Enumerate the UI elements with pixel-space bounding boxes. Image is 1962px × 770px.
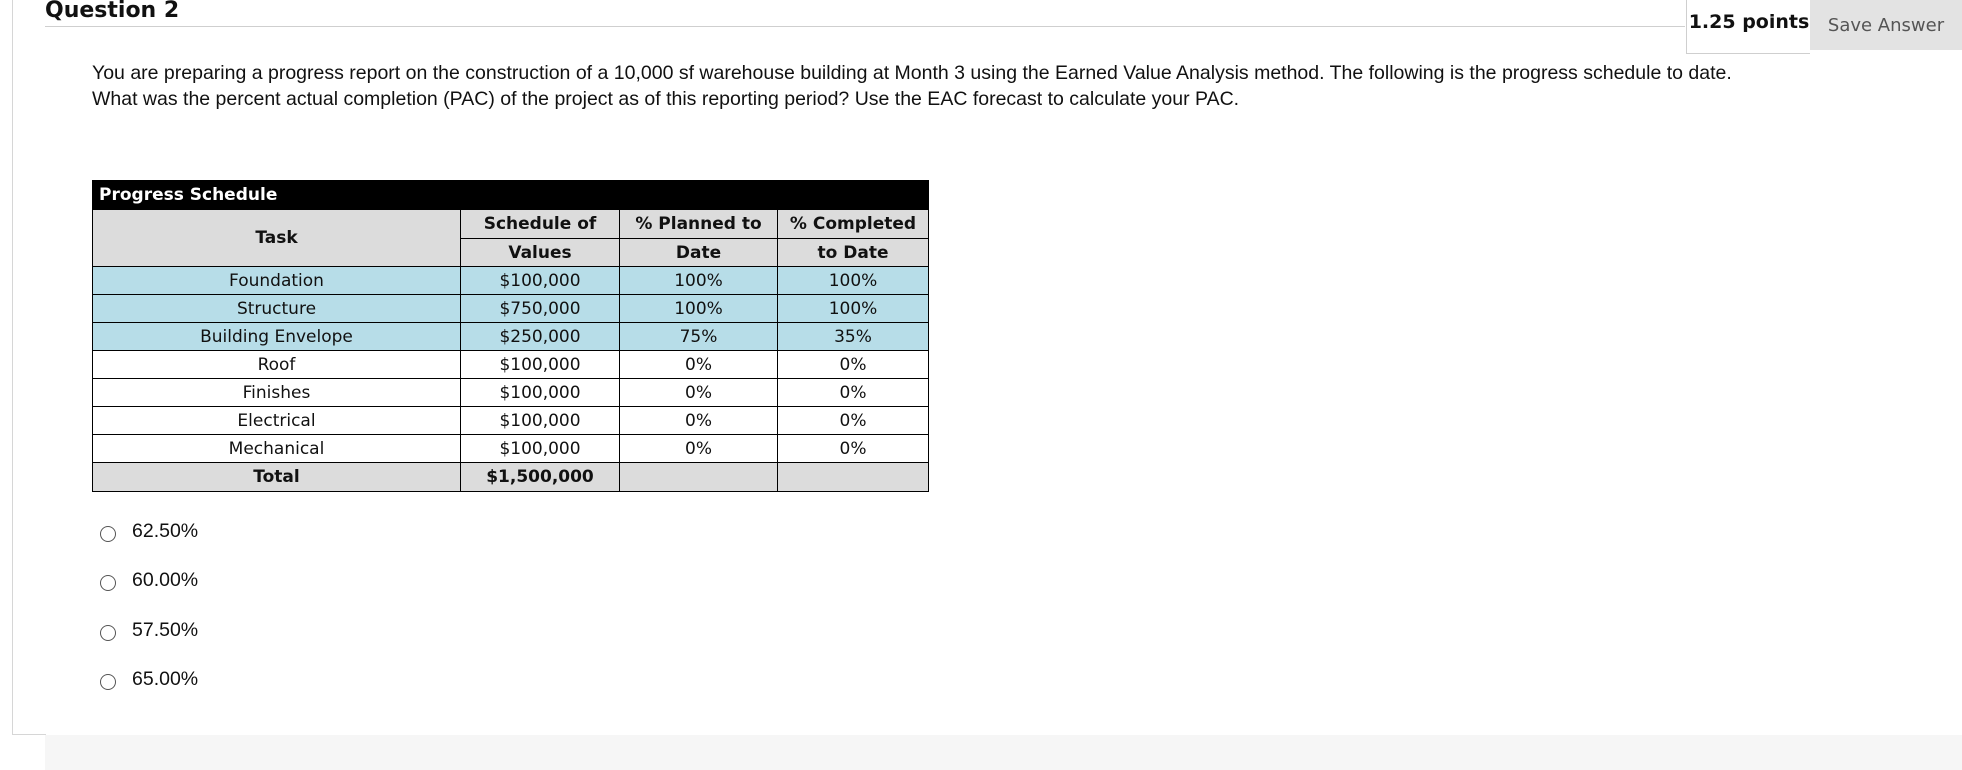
- cell-planned: 0%: [620, 435, 778, 463]
- answer-option-label[interactable]: 57.50%: [132, 619, 199, 641]
- cell-completed: 0%: [778, 435, 929, 463]
- cell-planned: 0%: [620, 407, 778, 435]
- cell-sov: $250,000: [461, 323, 620, 351]
- question-text-line-2: What was the percent actual completion (PAC) of the project as of this reporting period? Use the EAC forecast to calculate your PAC.: [92, 88, 1240, 110]
- header-completed-line1: % Completed: [778, 210, 929, 239]
- cell-task: Electrical: [93, 407, 461, 435]
- cell-completed: 0%: [778, 379, 929, 407]
- table-row: [93, 435, 929, 463]
- cell-completed: 100%: [778, 267, 929, 295]
- cell-sov: $100,000: [461, 435, 620, 463]
- radio-button[interactable]: [100, 575, 116, 591]
- cell-task: Structure: [93, 295, 461, 323]
- table-row: [93, 379, 929, 407]
- radio-button[interactable]: [100, 526, 116, 542]
- cell-completed: 0%: [778, 407, 929, 435]
- table-row: [93, 351, 929, 379]
- table-title-row: [93, 181, 929, 210]
- cell-task: Roof: [93, 351, 461, 379]
- table-row: [93, 295, 929, 323]
- radio-button[interactable]: [100, 625, 116, 641]
- answer-option-2[interactable]: [100, 569, 198, 592]
- header-completed-line2: to Date: [778, 239, 929, 267]
- header-planned-line2: Date: [620, 239, 778, 267]
- cell-sov: $750,000: [461, 295, 620, 323]
- bottom-border: [12, 734, 46, 735]
- table-total-row: [93, 463, 929, 492]
- header-planned-line1: % Planned to: [620, 210, 778, 239]
- answer-option-4[interactable]: [100, 668, 198, 691]
- cell-task: Mechanical: [93, 435, 461, 463]
- table-title: Progress Schedule: [93, 181, 929, 210]
- header-divider: [45, 26, 1685, 27]
- cell-total-sov: $1,500,000: [461, 463, 620, 492]
- cell-planned: 0%: [620, 351, 778, 379]
- cell-task: Finishes: [93, 379, 461, 407]
- header-task: Task: [93, 210, 461, 267]
- table-row: [93, 407, 929, 435]
- left-border: [12, 0, 13, 735]
- answer-option-label[interactable]: 62.50%: [132, 520, 199, 542]
- answer-option-1[interactable]: [100, 520, 198, 543]
- cell-sov: $100,000: [461, 267, 620, 295]
- question-text-line-1: You are preparing a progress report on the construction of a 10,000 sf warehouse building at Month 3 using the Earned Value Analysis method. The following is the progress schedule to date.: [92, 62, 1732, 84]
- answer-option-label[interactable]: 60.00%: [132, 569, 199, 591]
- progress-schedule-table: [92, 180, 929, 492]
- question-title: Question 2: [45, 0, 180, 23]
- cell-total-completed: [778, 463, 929, 492]
- cell-total-planned: [620, 463, 778, 492]
- table-row: [93, 267, 929, 295]
- cell-planned: 75%: [620, 323, 778, 351]
- header-sov-line1: Schedule of: [461, 210, 620, 239]
- cell-completed: 100%: [778, 295, 929, 323]
- save-answer-button[interactable]: Save Answer: [1810, 0, 1962, 50]
- question-text: [92, 60, 1952, 112]
- answer-option-3[interactable]: [100, 619, 198, 642]
- header-sov-line2: Values: [461, 239, 620, 267]
- cell-sov: $100,000: [461, 407, 620, 435]
- cell-task: Building Envelope: [93, 323, 461, 351]
- points-label: 1.25 points: [1688, 11, 1810, 33]
- cell-task: Foundation: [93, 267, 461, 295]
- bottom-shade: [45, 735, 1962, 770]
- table-row: [93, 323, 929, 351]
- cell-completed: 35%: [778, 323, 929, 351]
- cell-sov: $100,000: [461, 351, 620, 379]
- cell-total-label: Total: [93, 463, 461, 492]
- cell-planned: 100%: [620, 295, 778, 323]
- cell-planned: 100%: [620, 267, 778, 295]
- cell-sov: $100,000: [461, 379, 620, 407]
- radio-button[interactable]: [100, 674, 116, 690]
- points-box: [1686, 0, 1810, 54]
- cell-completed: 0%: [778, 351, 929, 379]
- cell-planned: 0%: [620, 379, 778, 407]
- table-header-row: [93, 210, 929, 239]
- answer-option-label[interactable]: 65.00%: [132, 668, 199, 690]
